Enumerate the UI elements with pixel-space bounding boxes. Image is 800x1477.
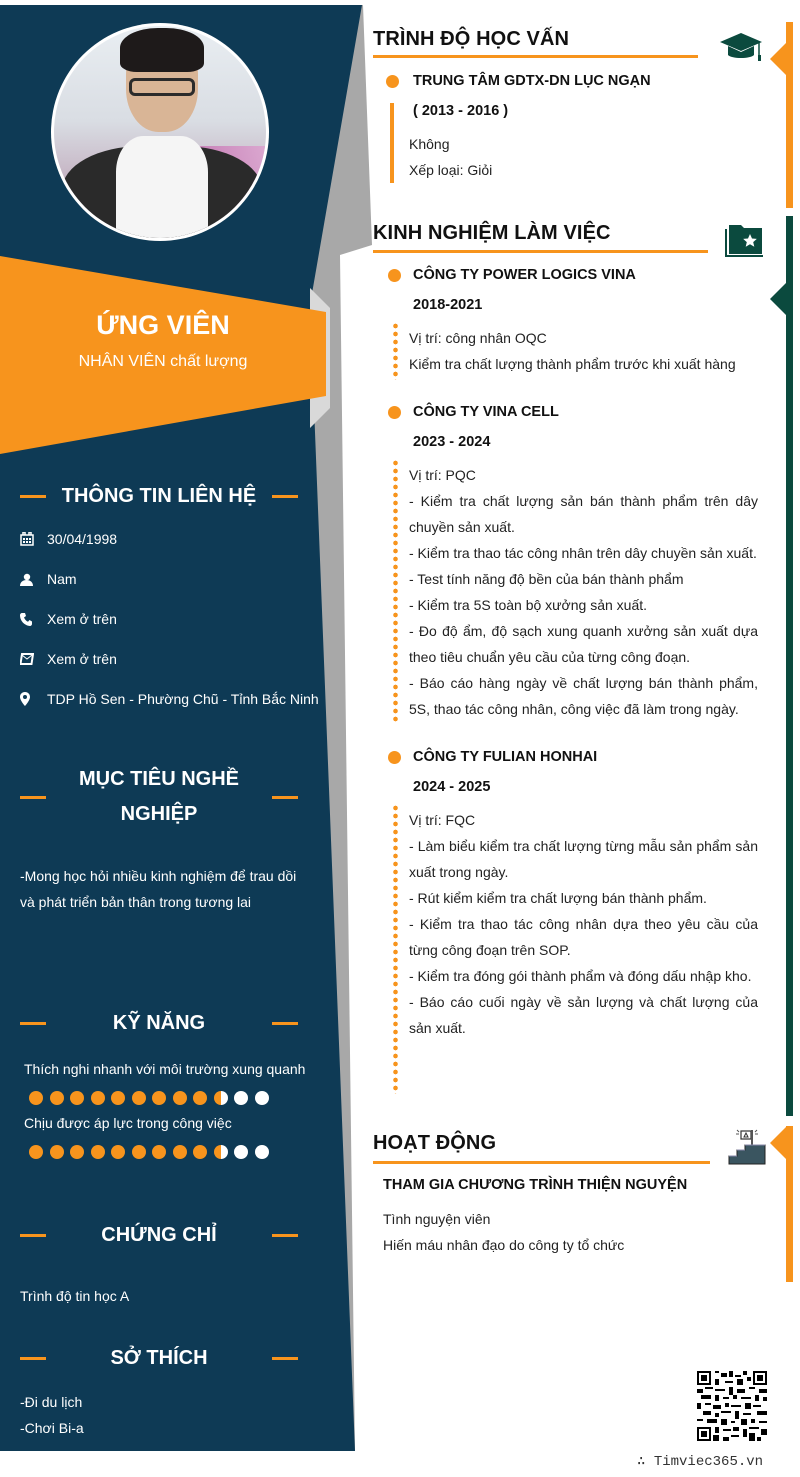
contact-address: TDP Hồ Sen - Phường Chũ - Tỉnh Bắc Ninh <box>20 691 319 707</box>
company-name: CÔNG TY POWER LOGICS VINA <box>413 267 636 283</box>
heading-dash <box>20 1022 46 1025</box>
skill-rating <box>29 1091 269 1105</box>
timeline-dot <box>388 751 401 764</box>
timeline-dot <box>386 75 399 88</box>
rating-dot-empty <box>234 1145 248 1159</box>
section-bar-experience <box>786 216 793 1116</box>
job-description: Vị trí: PQC - Kiểm tra chất lượng sản bán thành phẩm trên dây chuyền sản xuất. - Kiểm tra thao tác công nhân trên dây chuyền sản xuất. - Test tính năng độ bền của bán thành phẩm - Kiểm tra 5S toàn bộ xưởng sản xuất. - Đo độ ẩm, độ sạch xung quanh xưởng sản xuất dựa theo tiêu chuẩn yêu cầu của từng công đoạn. - Báo cáo hàng ngày về chất lượng bán thành phẩm, 5S, thao tác công nhân, công việc đã làm trong ngày. <box>409 467 758 717</box>
skill-name: Chịu được áp lực trong công việc <box>24 1115 232 1131</box>
timeline-dotted-line <box>393 459 398 724</box>
rating-dot-full <box>29 1091 43 1105</box>
hobby-item: -Đi du lịch <box>20 1394 83 1410</box>
company-period: 2023 - 2024 <box>413 434 491 450</box>
timeline-dot <box>388 269 401 282</box>
heading-dash <box>20 1357 46 1360</box>
rating-dot-empty <box>234 1091 248 1105</box>
rating-dot-full <box>50 1091 64 1105</box>
skill-name: Thích nghi nhanh với môi trường xung quanh <box>24 1061 306 1077</box>
rating-dot-full <box>152 1145 166 1159</box>
education-details: Không Xếp loại: Giỏi <box>409 136 493 178</box>
rating-dot-full <box>173 1145 187 1159</box>
company-name: CÔNG TY FULIAN HONHAI <box>413 749 598 765</box>
education-heading: TRÌNH ĐỘ HỌC VẤN <box>373 28 570 50</box>
activity-title: THAM GIA CHƯƠNG TRÌNH THIỆN NGUYỆN <box>383 1177 688 1193</box>
footer-brand[interactable]: ∴ Timviec365.vn <box>637 1454 764 1470</box>
certificates-heading: CHỨNG CHỈ <box>20 1218 298 1253</box>
contact-phone: Xem ở trên <box>20 611 117 627</box>
rating-dot-half <box>214 1145 228 1159</box>
heading-dash <box>272 1234 298 1237</box>
timeline-dotted-line <box>393 322 398 380</box>
rating-dot-full <box>193 1145 207 1159</box>
rating-dot-empty <box>255 1145 269 1159</box>
section-bar-activities <box>786 1126 793 1282</box>
rating-dot-full <box>152 1091 166 1105</box>
rating-dot-full <box>91 1091 105 1105</box>
heading-dash <box>272 495 298 498</box>
heading-dash <box>20 796 46 799</box>
skill-rating <box>29 1145 269 1159</box>
folder-star-icon <box>725 223 765 262</box>
section-bar-arrow <box>770 43 786 75</box>
phone-icon <box>20 611 47 627</box>
contact-heading: THÔNG TIN LIÊN HỆ <box>20 479 298 514</box>
candidate-photo <box>54 26 266 238</box>
heading-dash <box>272 1357 298 1360</box>
hobby-item: -Chơi Bi-a <box>20 1420 84 1436</box>
podium-flag-icon <box>727 1128 767 1171</box>
map-pin-icon <box>20 691 47 707</box>
skills-heading: KỸ NĂNG <box>20 1006 298 1041</box>
email-icon <box>20 651 47 667</box>
heading-dash <box>20 495 46 498</box>
rating-dot-full <box>50 1145 64 1159</box>
rating-dot-full <box>29 1145 43 1159</box>
company-period: 2024 - 2025 <box>413 779 491 795</box>
graduation-cap-icon <box>720 33 764 68</box>
rating-dot-full <box>132 1145 146 1159</box>
hobbies-heading: SỞ THÍCH <box>20 1341 298 1376</box>
avatar <box>51 23 269 241</box>
heading-dash <box>272 796 298 799</box>
rating-dot-empty <box>255 1091 269 1105</box>
heading-dash <box>20 1234 46 1237</box>
section-bar-education <box>786 22 793 208</box>
activities-heading: HOẠT ĐỘNG <box>373 1132 497 1154</box>
job-description: Vị trí: FQC - Làm biểu kiểm tra chất lượng từng mẫu sản phẩm sản xuất trong ngày. - Rút kiểm kiểm tra chất lượng bán thành phẩm. - Kiểm tra thao tác công nhân dựa theo yêu cầu của từng công đoạn trên SOP. - Kiểm tra đóng gói thành phẩm và đóng dấu nhập kho. - Báo cáo cuối ngày về sản lượng và chất lượng của sản xuất. <box>409 812 758 1036</box>
calendar-icon <box>20 531 47 547</box>
user-icon <box>20 571 47 587</box>
contact-birthday: 30/04/1998 <box>20 531 117 547</box>
rating-dot-full <box>193 1091 207 1105</box>
certificate-item: Trình độ tin học A <box>20 1288 130 1304</box>
candidate-title: NHÂN VIÊN chất lượng <box>78 353 248 370</box>
qr-code[interactable] <box>697 1371 767 1441</box>
rating-dot-full <box>132 1091 146 1105</box>
job-description: Vị trí: công nhân OQC Kiểm tra chất lượng thành phẩm trước khi xuất hàng <box>409 330 736 372</box>
candidate-name: ỨNG VIÊN <box>96 310 230 340</box>
heading-dash <box>272 1022 298 1025</box>
rating-dot-full <box>70 1091 84 1105</box>
company-name: CÔNG TY VINA CELL <box>413 404 559 420</box>
activity-details: Tình nguyện viên Hiến máu nhân đạo do công ty tổ chức <box>383 1211 625 1253</box>
timeline-line <box>390 103 394 183</box>
contact-email: Xem ở trên <box>20 651 117 667</box>
timeline-dotted-line <box>393 804 398 1094</box>
heading-underline <box>373 55 698 58</box>
rating-dot-half <box>214 1091 228 1105</box>
rating-dot-full <box>111 1091 125 1105</box>
experience-heading: KINH NGHIỆM LÀM VIỆC <box>373 222 611 244</box>
section-bar-arrow <box>770 283 786 315</box>
company-period: 2018-2021 <box>413 297 483 313</box>
objective-heading: MỤC TIÊU NGHỀ NGHIỆP <box>20 762 298 832</box>
rating-dot-full <box>173 1091 187 1105</box>
objective-text: -Mong học hỏi nhiều kinh nghiệm để trau dồi và phát triển bản thân trong tương lai <box>20 868 297 910</box>
rating-dot-full <box>70 1145 84 1159</box>
school-period: ( 2013 - 2016 ) <box>413 103 509 119</box>
school-name: TRUNG TÂM GDTX-DN LỤC NGẠN <box>413 73 651 89</box>
heading-underline <box>373 250 708 253</box>
contact-gender: Nam <box>20 571 77 587</box>
rating-dot-full <box>111 1145 125 1159</box>
heading-underline <box>373 1161 710 1164</box>
section-bar-arrow <box>770 1127 786 1159</box>
rating-dot-full <box>91 1145 105 1159</box>
timeline-dot <box>388 406 401 419</box>
